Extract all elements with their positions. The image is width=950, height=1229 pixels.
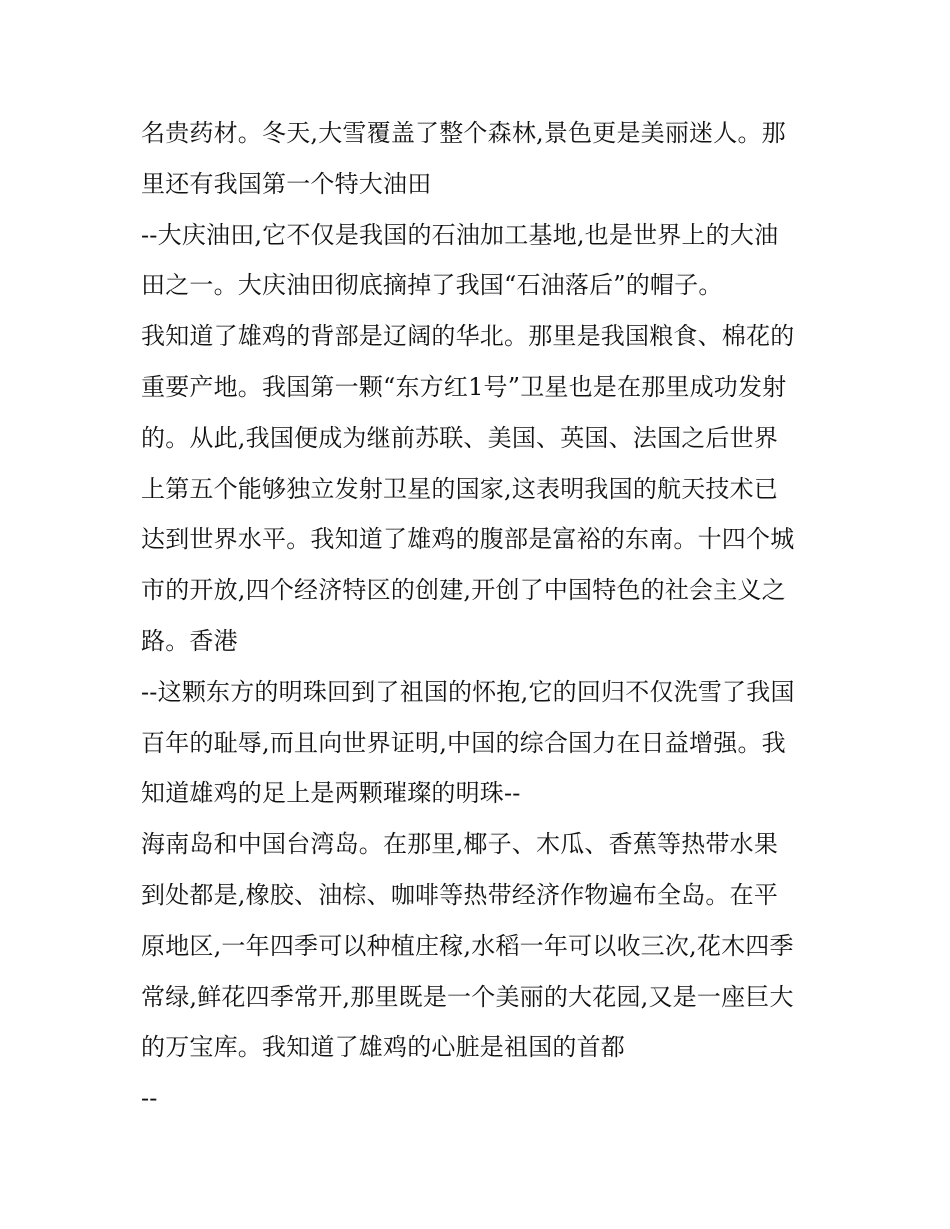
text-line: 的。从此,我国便成为继前苏联、美国、英国、法国之后世界: [141, 423, 779, 452]
text-line: 原地区,一年四季可以种植庄稼,水稻一年可以收三次,花木四季: [141, 931, 794, 960]
text-line: 名贵药材。冬天,大雪覆盖了整个森林,景色更是美丽迷人。那: [141, 119, 786, 147]
text-line: --这颗东方的明珠回到了祖国的怀抱,它的回归不仅洗雪了我国: [141, 677, 795, 706]
text-line: 知道雄鸡的足上是两颗璀璨的明珠--: [141, 779, 521, 808]
text-line: 里还有我国第一个特大油田: [141, 169, 432, 198]
text-line: 百年的耻辱,而且向世界证明,中国的综合国力在日益增强。我: [141, 728, 786, 757]
text-line: 我知道了雄鸡的背部是辽阔的华北。那里是我国粮食、棉花的: [141, 322, 795, 351]
text-line: 常绿,鲜花四季常开,那里既是一个美丽的大花园,又是一座巨大: [141, 982, 794, 1011]
text-line: 路。香港: [141, 626, 238, 655]
text-line: 海南岛和中国台湾岛。在那里,椰子、木瓜、香蕉等热带水果: [141, 830, 779, 859]
text-line: 重要产地。我国第一颗“东方红1号”卫星也是在那里成功发射: [141, 372, 787, 401]
text-line: --大庆油田,它不仅是我国的石油加工基地,也是世界上的大油: [141, 220, 779, 249]
body-text: [141, 108, 821, 1124]
text-line: 到处都是,橡胶、油棕、咖啡等热带经济作物遍布全岛。在平: [141, 880, 779, 909]
text-line: 达到世界水平。我知道了雄鸡的腹部是富裕的东南。十四个城: [141, 525, 795, 554]
text-line: --: [141, 1084, 158, 1113]
text-line: 市的开放,四个经济特区的创建,开创了中国特色的社会主义之: [141, 576, 786, 605]
text-line: 的万宝库。我知道了雄鸡的心脏是祖国的首都: [141, 1033, 625, 1062]
text-line: 上第五个能够独立发射卫星的国家,这表明我国的航天技术已: [141, 474, 779, 503]
text-line: 田之一。大庆油田彻底摘掉了我国“石油落后”的帽子。: [141, 271, 723, 300]
